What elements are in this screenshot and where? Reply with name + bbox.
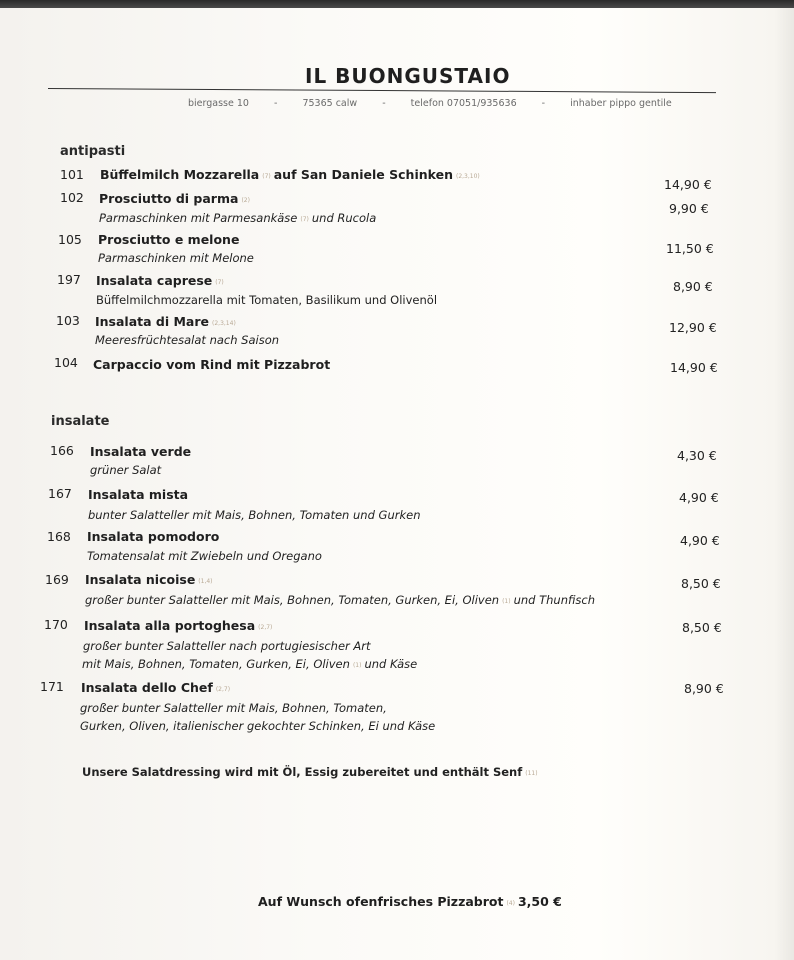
address-separator: - <box>382 98 386 109</box>
item-price: 9,90 € <box>669 201 709 216</box>
header-rule <box>48 88 716 93</box>
item-description-line2: Gurken, Oliven, italienischer gekochter Schinken, Ei und Käse <box>80 719 436 733</box>
item-description: Tomatensalat mit Zwiebeln und Oregano <box>87 549 322 563</box>
item-price: 8,50 € <box>682 620 722 635</box>
allergen-code: (11) <box>525 770 538 777</box>
item-number: 169 <box>45 572 69 587</box>
item-description: großer bunter Salatteller mit Mais, Bohnen, Tomaten, Gurken, Ei, Oliven (1) und Thunfisch <box>85 593 596 607</box>
item-number: 197 <box>57 272 81 287</box>
section-title-antipasti: antipasti <box>60 144 126 159</box>
allergen-code: (1,4) <box>198 578 213 585</box>
item-name: Insalata pomodoro <box>87 529 220 544</box>
item-description: Meeresfrüchtesalat nach Saison <box>95 333 280 347</box>
sleeve-edge <box>774 8 794 960</box>
item-number: 103 <box>56 313 80 328</box>
item-number: 167 <box>48 486 72 501</box>
address-separator: - <box>541 98 546 109</box>
item-number: 166 <box>50 443 74 458</box>
dressing-note: Unsere Salatdressing wird mit Öl, Essig zubereitet und enthält Senf (11) <box>82 765 538 779</box>
allergen-code: (2,7) <box>215 686 231 693</box>
address-line <box>188 98 694 109</box>
section-title-insalate: insalate <box>51 414 110 429</box>
item-price: 8,90 € <box>673 279 713 294</box>
item-name: Insalata mista <box>88 487 189 502</box>
item-name: Prosciutto e melone <box>98 232 240 247</box>
item-description-line2: mit Mais, Bohnen, Tomaten, Gurken, Ei, Oliven (1) und Käse <box>82 657 418 671</box>
item-name: Insalata di Mare (2,3,14) <box>95 314 236 329</box>
item-name: Carpaccio vom Rind mit Pizzabrot <box>93 357 331 372</box>
address-phone: telefon 07051/935636 <box>410 98 517 109</box>
allergen-code: (1) <box>352 662 362 669</box>
restaurant-name: IL BUONGUSTAIO <box>305 64 511 88</box>
allergen-code: (2) <box>241 197 250 204</box>
item-description: Büffelmilchmozzarella mit Tomaten, Basilikum und Olivenöl <box>96 293 438 307</box>
item-price: 14,90 € <box>664 177 712 192</box>
item-description: Parmaschinken mit Parmesankäse (7) und Rucola <box>99 211 377 225</box>
item-number: 102 <box>60 190 84 205</box>
item-number: 170 <box>44 617 68 632</box>
item-name: Insalata dello Chef (2,7) <box>81 680 231 695</box>
allergen-code: (7) <box>300 216 309 223</box>
item-name: Insalata verde <box>90 444 192 459</box>
item-price: 14,90 € <box>670 360 718 375</box>
item-price: 11,50 € <box>666 241 714 256</box>
item-name: Insalata alla portoghesa (2,7) <box>84 618 273 633</box>
item-number: 101 <box>60 167 84 182</box>
allergen-code: (4) <box>506 900 515 907</box>
item-description: großer bunter Salatteller nach portugiesischer Art <box>83 639 371 653</box>
allergen-code: (2,7) <box>258 624 273 631</box>
item-description: großer bunter Salatteller mit Mais, Bohnen, Tomaten, <box>80 701 387 715</box>
allergen-code: (2,3,10) <box>455 173 480 180</box>
item-number: 104 <box>54 355 78 370</box>
item-price: 12,90 € <box>669 320 717 335</box>
item-name: Insalata caprese (7) <box>96 273 224 288</box>
allergen-code: (7) <box>215 279 224 286</box>
item-description: Parmaschinken mit Melone <box>98 251 254 265</box>
pizzabrot-price: 3,50 € <box>517 894 562 909</box>
allergen-code: (2,3,14) <box>212 320 236 327</box>
pizzabrot-note: Auf Wunsch ofenfrisches Pizzabrot (4) 3,50 € <box>258 894 562 909</box>
item-price: 4,90 € <box>680 533 720 548</box>
item-price: 4,30 € <box>677 448 717 463</box>
item-price: 8,90 € <box>684 681 724 696</box>
item-price: 8,50 € <box>681 576 721 591</box>
address-city: 75365 calw <box>302 98 358 109</box>
item-name: Büffelmilch Mozzarella (7) auf San Daniele Schinken (2,3,10) <box>100 167 480 182</box>
address-owner: inhaber pippo gentile <box>570 98 672 109</box>
item-number: 168 <box>47 529 71 544</box>
item-number: 105 <box>58 232 82 247</box>
allergen-code: (7) <box>262 173 271 180</box>
address-separator: - <box>274 98 278 109</box>
item-name: Prosciutto di parma (2) <box>99 191 250 206</box>
allergen-code: (1) <box>502 598 511 605</box>
address-street: biergasse 10 <box>188 98 249 109</box>
item-description: grüner Salat <box>90 463 162 477</box>
item-description: bunter Salatteller mit Mais, Bohnen, Tomaten und Gurken <box>88 508 421 522</box>
menu-page <box>0 8 794 960</box>
item-price: 4,90 € <box>679 490 719 505</box>
item-number: 171 <box>40 679 64 694</box>
item-name: Insalata nicoise (1,4) <box>85 572 213 587</box>
